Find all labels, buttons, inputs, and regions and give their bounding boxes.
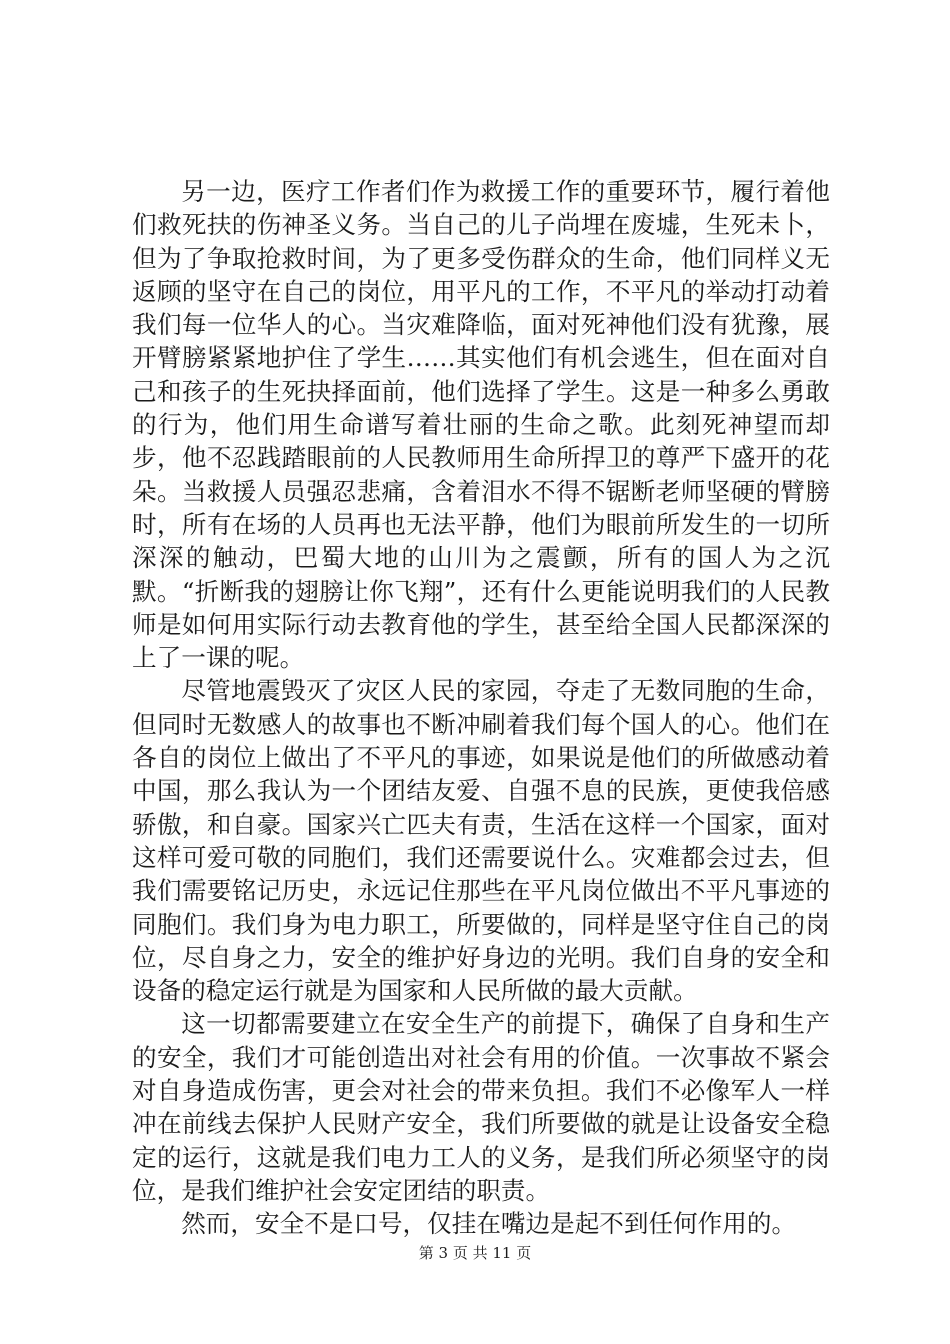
paragraph: 另一边，医疗工作者们作为救援工作的重要环节，履行着他们救死扶的伤神圣义务。当自己的儿子尚埋在废墟，生死未卜，但为了争取抢救时间，为了更多受伤群众的生命，他们同样义无返顾的坚守在自己的岗位，用平凡的工作，不平凡的举动打动着我们每一位华人的心。当灾难降临，面对死神他们没有犹豫，展开臂膀紧紧地护住了学生……其实他们有机会逃生，但在面对自己和孩子的生死抉择面前，他们选择了学生。这是一种多么勇敢的行为，他们用生命谱写着壮丽的生命之歌。此刻死神望而却步，他不忍践踏眼前的人民教师用生命所捍卫的尊严下盛开的花朵。当救援人员强忍悲痛，含着泪水不得不锯断老师坚硬的臂膀时，所有在场的人员再也无法平静，他们为眼前所发生的一切所深深的触动，巴蜀大地的山川为之震颤，所有的国人为之沉默。“折断我的翅膀让你飞翔”，还有什么更能说明我们的人民教师是如何用实际行动去教育他的学生，甚至给全国人民都深深的上了一课的呢。 [132,177,830,673]
paragraph: 这一切都需要建立在安全生产的前提下，确保了自身和生产的安全，我们才可能创造出对社会有用的价值。一次事故不紧会对自身造成伤害，更会对社会的带来负担。我们不必像军人一样冲在前线去保护人民财产安全，我们所要做的就是让设备安全稳定的运行，这就是我们电力工人的义务，是我们所必须坚守的岗位，是我们维护社会安定团结的职责。 [132,1009,830,1205]
paragraph: 尽管地震毁灭了灾区人民的家园，夺走了无数同胞的生命，但同时无数感人的故事也不断冲刷着我们每个国人的心。他们在各自的岗位上做出了不平凡的事迹，如果说是他们的所做感动着中国，那么我认为一个团结友爱、自强不息的民族，更使我倍感骄傲，和自豪。国家兴亡匹夫有责，生活在这样一个国家，面对这样可爱可敬的同胞们，我们还需要说什么。灾难都会过去，但我们需要铭记历史，永远记住那些在平凡岗位做出不平凡事迹的同胞们。我们身为电力职工，所要做的，同样是坚守住自己的岗位，尽自身之力，安全的维护好身边的光明。我们自身的安全和设备的稳定运行就是为国家和人民所做的最大贡献。 [132,676,830,1006]
paragraph: 然而，安全不是口号，仅挂在嘴边是起不到任何作用的。 [181,1209,797,1239]
body-text [132,175,830,1241]
page-footer: 第 3 页 共 11 页 [418,1244,532,1262]
